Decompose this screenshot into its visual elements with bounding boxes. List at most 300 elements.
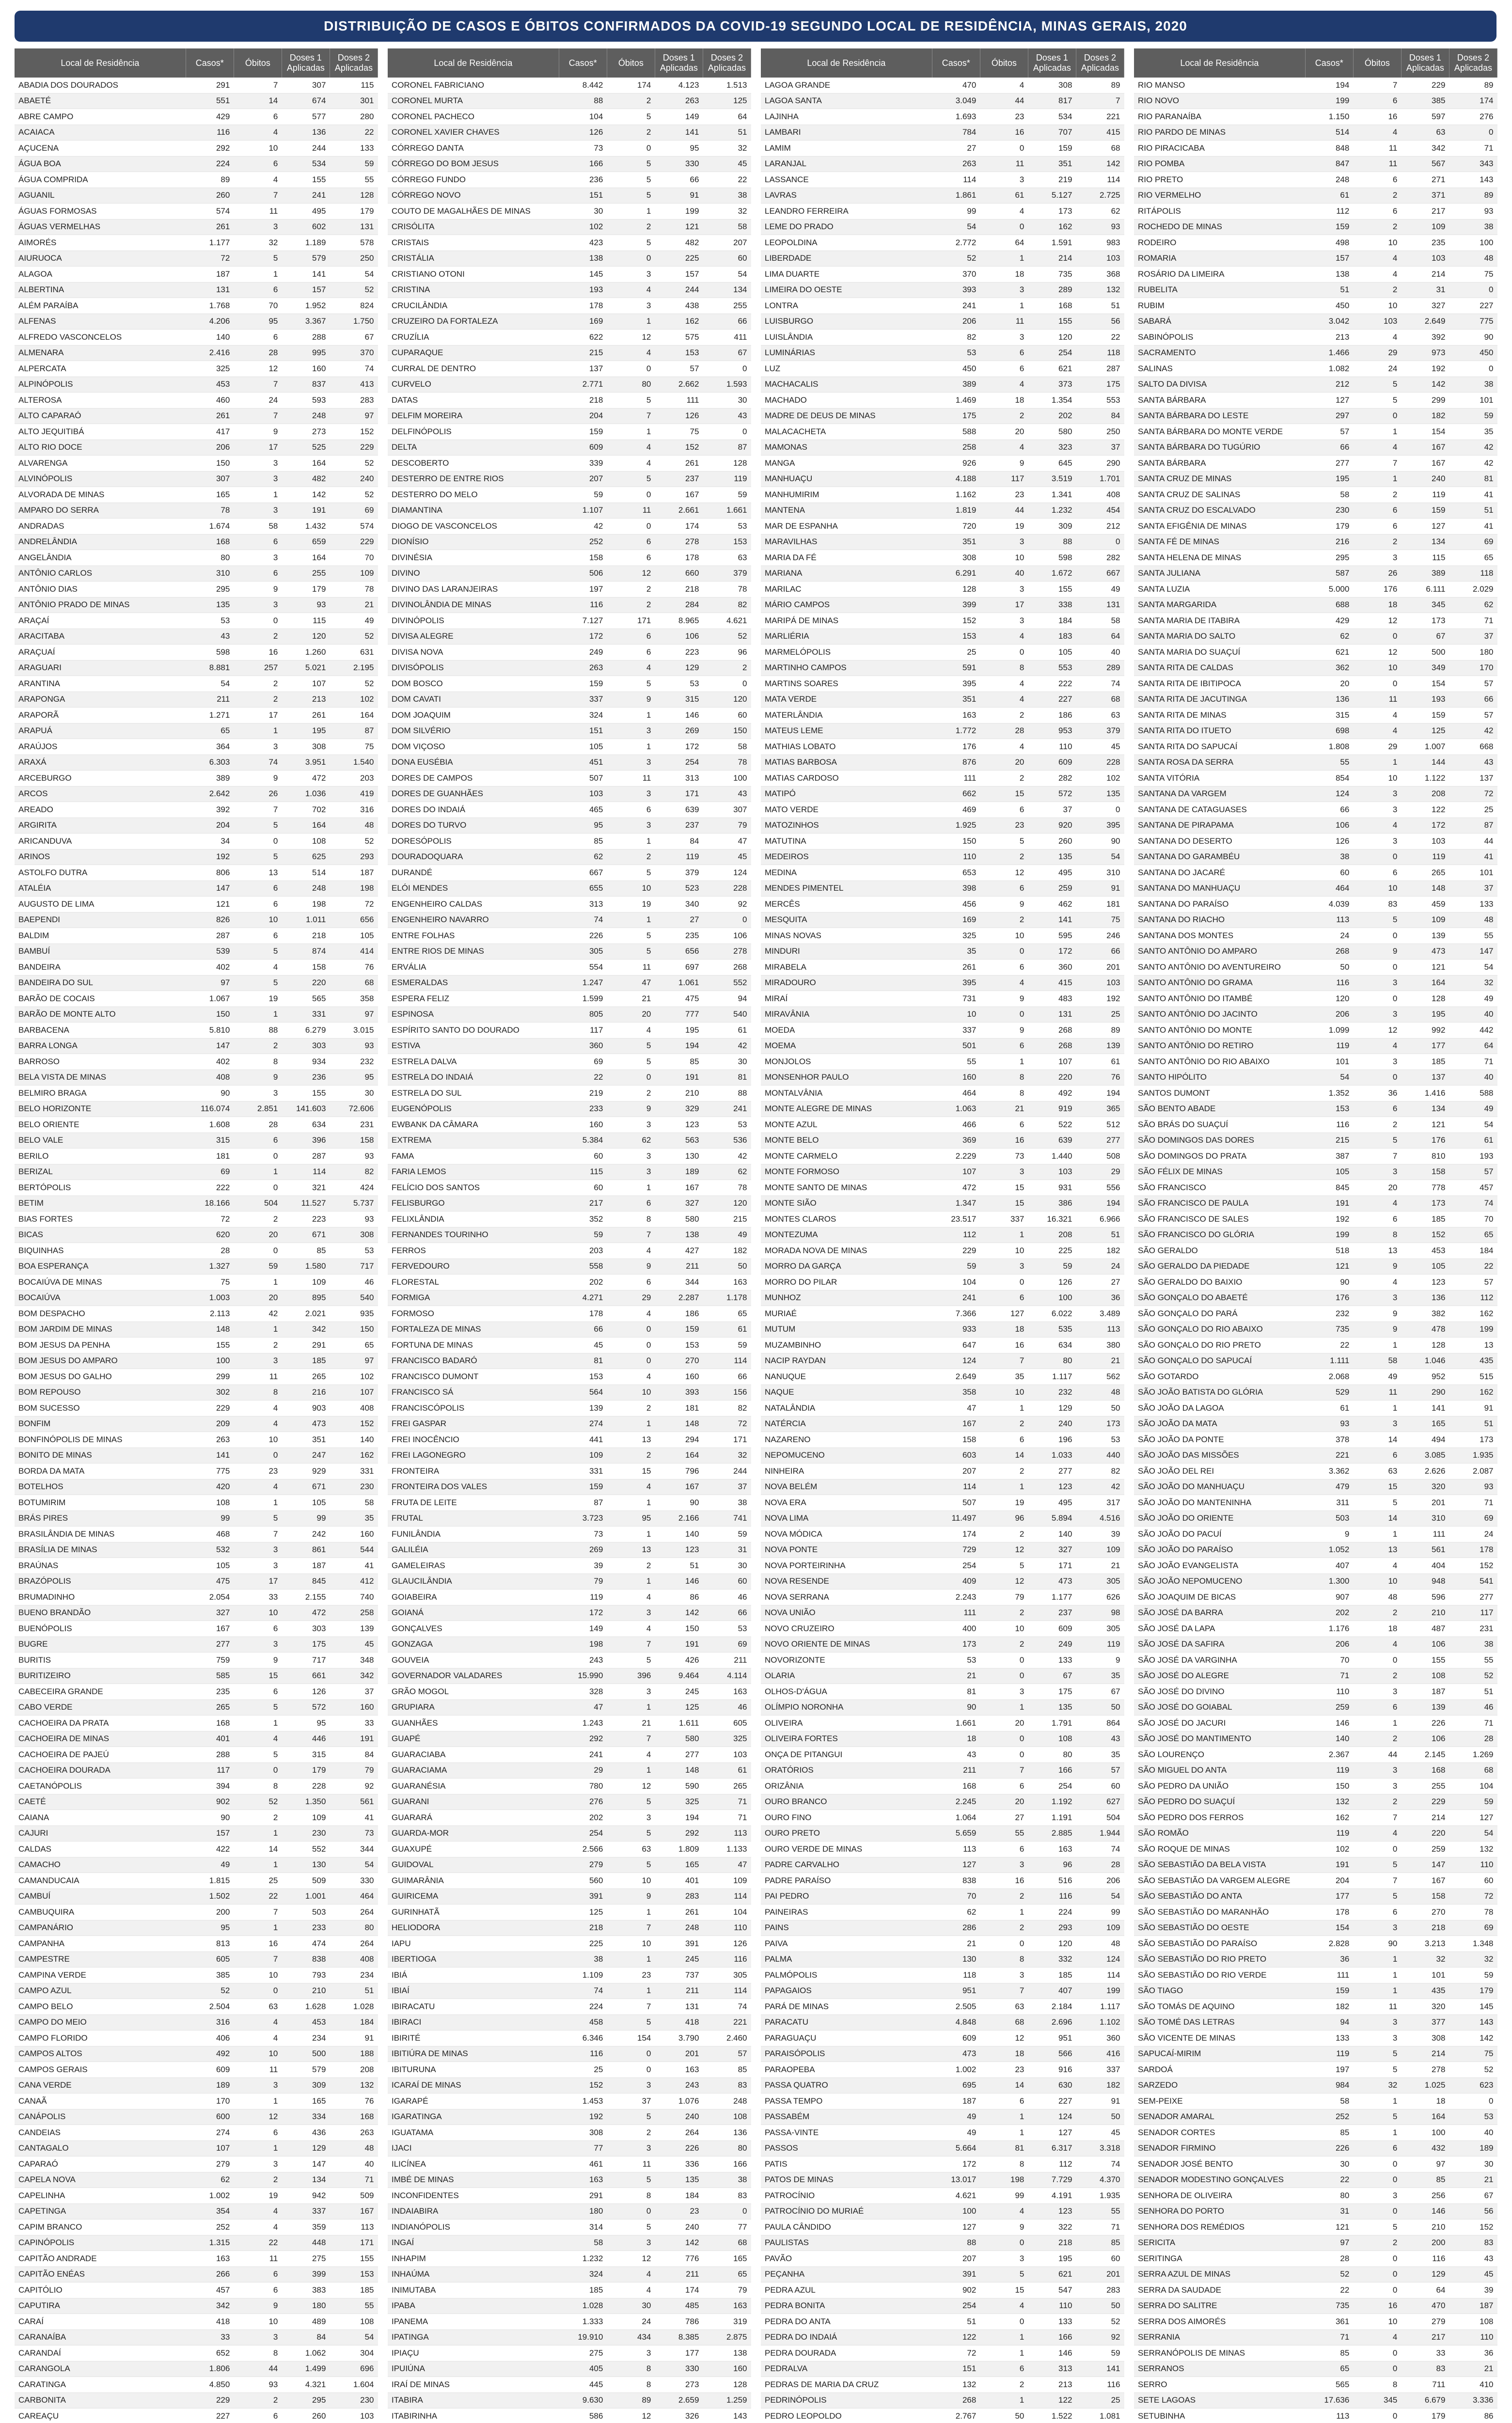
table-row [15, 1573, 378, 1589]
cell-doses2: 53 [1076, 1432, 1124, 1448]
cell-doses2: 25 [1076, 2392, 1124, 2408]
table-row [15, 1054, 378, 1070]
cell-obitos: 16 [1353, 109, 1401, 125]
cell-doses1: 67 [1028, 1668, 1076, 1684]
cell-casos: 59 [559, 487, 607, 503]
cell-doses2: 626 [1076, 1589, 1124, 1605]
cell-casos: 354 [186, 2203, 234, 2219]
cell-doses1: 167 [1401, 456, 1449, 472]
cell-obitos: 3 [1353, 1054, 1401, 1070]
cell-obitos: 6 [1353, 204, 1401, 220]
cell-casos: 177 [1305, 1888, 1353, 1904]
table-row [1134, 881, 1497, 897]
cell-doses1: 259 [1028, 881, 1076, 897]
cell-obitos: 10 [234, 2314, 282, 2330]
cell-obitos: 4 [1353, 267, 1401, 283]
cell-obitos: 6 [1353, 93, 1401, 109]
cell-doses1: 861 [282, 1542, 330, 1558]
cell-doses2: 68 [330, 975, 378, 991]
cell-doses1: 326 [655, 2408, 703, 2423]
cell-obitos: 13 [607, 1542, 655, 1558]
cell-doses1: 334 [282, 2109, 330, 2125]
cell-obitos: 0 [1353, 1070, 1401, 1086]
cell-doses1: 187 [1401, 1684, 1449, 1700]
header-local: Local de Residência [388, 48, 559, 78]
cell-obitos: 7 [607, 1636, 655, 1652]
table-row [15, 1731, 378, 1747]
cell-doses2: 540 [330, 1290, 378, 1306]
cell-casos: 219 [559, 1086, 607, 1101]
table-row [761, 1086, 1124, 1101]
cell-obitos: 504 [234, 1196, 282, 1212]
cell-local: CAPIM BRANCO [15, 2219, 186, 2235]
cell-obitos: 2 [1353, 2235, 1401, 2251]
cell-obitos: 9 [607, 1259, 655, 1274]
cell-doses2: 515 [1449, 1369, 1497, 1385]
table-row [388, 2109, 751, 2125]
cell-doses2: 379 [1076, 723, 1124, 739]
cell-casos: 305 [559, 944, 607, 960]
table-row [761, 188, 1124, 204]
cell-doses1: 158 [1401, 1164, 1449, 1180]
cell-doses2: 89 [1076, 78, 1124, 93]
cell-obitos: 3 [607, 1810, 655, 1826]
cell-doses2: 230 [330, 1479, 378, 1495]
cell-doses2: 48 [330, 2140, 378, 2156]
table-row [388, 1999, 751, 2015]
cell-doses2: 120 [703, 1196, 751, 1212]
cell-doses1: 260 [282, 2408, 330, 2423]
cell-obitos: 4 [607, 282, 655, 298]
table-row [388, 692, 751, 708]
cell-casos: 417 [186, 424, 234, 440]
data-table-4 [1134, 48, 1497, 2423]
cell-doses1: 116 [1028, 1888, 1076, 1904]
table-row [761, 125, 1124, 141]
cell-casos: 315 [1305, 708, 1353, 724]
table-row [388, 1510, 751, 1526]
cell-doses1: 210 [282, 1983, 330, 1999]
cell-local: SANTANA DO GARAMBÉU [1134, 849, 1305, 865]
table-row [1134, 960, 1497, 975]
cell-doses1: 1.350 [282, 1794, 330, 1810]
cell-doses1: 609 [1028, 755, 1076, 771]
cell-doses2: 2.195 [330, 660, 378, 676]
cell-obitos: 10 [607, 1936, 655, 1952]
cell-obitos: 89 [607, 2392, 655, 2408]
cell-doses2: 504 [1076, 1810, 1124, 1826]
cell-obitos: 2 [234, 1810, 282, 1826]
cell-doses2: 536 [703, 1133, 751, 1149]
cell-obitos: 9 [234, 424, 282, 440]
cell-casos: 310 [186, 566, 234, 582]
cell-casos: 107 [186, 2140, 234, 2156]
cell-casos: 138 [559, 251, 607, 267]
cell-obitos: 6 [1353, 1448, 1401, 1463]
cell-doses1: 33 [1401, 2345, 1449, 2361]
cell-doses2: 29 [1076, 1164, 1124, 1180]
cell-doses1: 163 [1028, 1841, 1076, 1857]
cell-casos: 148 [186, 1322, 234, 1337]
cell-casos: 1.861 [932, 188, 980, 204]
table-row [15, 188, 378, 204]
cell-obitos: 28 [234, 345, 282, 361]
cell-casos: 160 [559, 1117, 607, 1133]
table-row [15, 109, 378, 125]
table-row [15, 314, 378, 330]
cell-obitos: 10 [980, 928, 1028, 944]
table-row [761, 1306, 1124, 1322]
cell-doses2: 54 [330, 267, 378, 283]
cell-obitos: 3 [980, 2251, 1028, 2267]
cell-obitos: 5 [234, 1510, 282, 1526]
cell-obitos: 0 [607, 2203, 655, 2219]
cell-obitos: 4 [234, 960, 282, 975]
cell-casos: 292 [186, 141, 234, 157]
cell-casos: 136 [1305, 692, 1353, 708]
cell-obitos: 23 [980, 2062, 1028, 2078]
cell-doses2: 37 [330, 1684, 378, 1700]
cell-obitos: 1 [234, 487, 282, 503]
cell-doses1: 255 [282, 566, 330, 582]
cell-local: GUIMARÂNIA [388, 1873, 559, 1889]
cell-doses2: 277 [1449, 1589, 1497, 1605]
table-row [761, 1274, 1124, 1290]
cell-obitos: 4 [607, 1479, 655, 1495]
cell-local: MATIPÓ [761, 786, 932, 802]
cell-doses2: 120 [703, 692, 751, 708]
cell-obitos: 2 [607, 597, 655, 613]
table-row [388, 503, 751, 519]
cell-obitos: 6 [234, 1684, 282, 1700]
cell-obitos: 2 [980, 2377, 1028, 2393]
cell-doses1: 223 [655, 645, 703, 661]
cell-obitos: 15 [607, 1463, 655, 1479]
table-row [388, 881, 751, 897]
cell-doses2: 25 [1076, 1007, 1124, 1023]
cell-doses2: 52 [703, 629, 751, 645]
cell-doses2: 78 [703, 755, 751, 771]
cell-local: SANTA LUZIA [1134, 582, 1305, 598]
cell-obitos: 81 [980, 2140, 1028, 2156]
cell-obitos: 3 [1353, 1920, 1401, 1936]
cell-doses1: 383 [282, 2282, 330, 2298]
cell-doses1: 179 [282, 582, 330, 598]
cell-obitos: 3 [980, 534, 1028, 550]
cell-doses1: 1.672 [1028, 566, 1076, 582]
cell-doses1: 227 [1028, 2093, 1076, 2109]
cell-doses2: 395 [1076, 818, 1124, 834]
cell-local: SÃO ROQUE DE MINAS [1134, 1841, 1305, 1857]
cell-doses2: 67 [1076, 1684, 1124, 1700]
cell-obitos: 14 [234, 1841, 282, 1857]
cell-doses2: 51 [1076, 298, 1124, 314]
cell-doses1: 176 [1401, 1133, 1449, 1149]
cell-local: MIRABELA [761, 960, 932, 975]
cell-obitos: 6 [234, 2408, 282, 2423]
cell-casos: 395 [932, 676, 980, 692]
cell-casos: 1.099 [1305, 1023, 1353, 1038]
cell-casos: 361 [1305, 2314, 1353, 2330]
cell-casos: 24 [1305, 928, 1353, 944]
cell-casos: 458 [559, 2014, 607, 2030]
cell-doses1: 229 [1401, 1794, 1449, 1810]
cell-doses2: 83 [703, 2077, 751, 2093]
cell-doses1: 674 [282, 93, 330, 109]
cell-doses2: 97 [330, 1007, 378, 1023]
cell-doses2: 229 [330, 440, 378, 456]
table-row [1134, 2345, 1497, 2361]
cell-casos: 475 [186, 1573, 234, 1589]
cell-local: CAPITÓLIO [15, 2282, 186, 2298]
cell-obitos: 9 [980, 1023, 1028, 1038]
table-row [1134, 440, 1497, 456]
cell-doses1: 191 [655, 1636, 703, 1652]
cell-casos: 55 [1305, 755, 1353, 771]
cell-doses2: 93 [330, 1212, 378, 1227]
cell-casos: 279 [186, 2156, 234, 2172]
cell-casos: 165 [186, 487, 234, 503]
cell-obitos: 1 [234, 1274, 282, 1290]
cell-local: ANGELÂNDIA [15, 550, 186, 566]
cell-casos: 907 [1305, 1589, 1353, 1605]
cell-doses2: 4.370 [1076, 2172, 1124, 2188]
table-row [388, 1731, 751, 1747]
cell-casos: 152 [559, 2077, 607, 2093]
cell-local: RIO VERMELHO [1134, 188, 1305, 204]
table-row [388, 1684, 751, 1700]
cell-doses1: 330 [655, 156, 703, 172]
cell-doses2: 57 [1449, 676, 1497, 692]
table-row [15, 1747, 378, 1763]
cell-obitos: 7 [980, 1353, 1028, 1369]
table-row [15, 2093, 378, 2109]
table-row [388, 1353, 751, 1369]
cell-doses1: 261 [655, 456, 703, 472]
cell-casos: 151 [559, 188, 607, 204]
cell-doses1: 146 [655, 1573, 703, 1589]
cell-local: SÃO SEBASTIÃO DO RIO PRETO [1134, 1951, 1305, 1967]
cell-casos: 299 [186, 1369, 234, 1385]
cell-obitos: 23 [980, 109, 1028, 125]
cell-doses1: 109 [282, 1810, 330, 1826]
table-row [388, 1054, 751, 1070]
cell-doses2: 50 [1076, 2109, 1124, 2125]
cell-local: OLIVEIRA [761, 1715, 932, 1731]
cell-casos: 75 [186, 1274, 234, 1290]
cell-casos: 172 [932, 2156, 980, 2172]
cell-doses2: 163 [703, 2298, 751, 2314]
table-row [1134, 1369, 1497, 1385]
cell-casos: 112 [932, 1227, 980, 1243]
table-row [388, 1400, 751, 1416]
cell-casos: 121 [1305, 2219, 1353, 2235]
cell-local: GUIDOVAL [388, 1857, 559, 1873]
cell-casos: 19.910 [559, 2329, 607, 2345]
cell-doses1: 327 [1401, 298, 1449, 314]
cell-local: SERRANÓPOLIS DE MINAS [1134, 2345, 1305, 2361]
cell-local: MARIANA [761, 566, 932, 582]
cell-doses1: 85 [655, 1054, 703, 1070]
cell-casos: 126 [559, 125, 607, 141]
cell-doses1: 436 [282, 2125, 330, 2141]
cell-obitos: 5 [607, 2014, 655, 2030]
cell-doses1: 155 [1401, 1652, 1449, 1668]
table-row [388, 2266, 751, 2282]
cell-casos: 926 [932, 456, 980, 472]
table-row [1134, 1274, 1497, 1290]
cell-local: SÃO TIAGO [1134, 1983, 1305, 1999]
cell-doses1: 186 [1028, 708, 1076, 724]
cell-casos: 1.063 [932, 1101, 980, 1117]
table-row [388, 1243, 751, 1259]
cell-doses1: 292 [655, 1825, 703, 1841]
cell-casos: 735 [1305, 1322, 1353, 1337]
cell-doses1: 2.184 [1028, 1999, 1076, 2015]
cell-local: SERICITA [1134, 2235, 1305, 2251]
cell-doses2: 54 [330, 1857, 378, 1873]
cell-doses2: 71 [703, 1794, 751, 1810]
cell-local: ITABIRA [388, 2392, 559, 2408]
cell-doses1: 172 [1028, 944, 1076, 960]
cell-doses2: 72 [703, 1416, 751, 1432]
cell-obitos: 8 [980, 2156, 1028, 2172]
cell-local: INCONFIDENTES [388, 2188, 559, 2204]
cell-local: ENTRE FOLHAS [388, 928, 559, 944]
cell-obitos: 12 [234, 2109, 282, 2125]
cell-obitos: 17 [980, 597, 1028, 613]
cell-casos: 153 [1305, 1101, 1353, 1117]
cell-doses2: 57 [703, 2046, 751, 2062]
cell-doses2: 41 [330, 1558, 378, 1574]
cell-doses1: 122 [1028, 2392, 1076, 2408]
cell-obitos: 11 [1353, 1385, 1401, 1400]
cell-obitos: 3 [607, 818, 655, 834]
cell-local: IBIRACATU [388, 1999, 559, 2015]
cell-doses2: 55 [330, 2298, 378, 2314]
cell-obitos: 10 [234, 141, 282, 157]
cell-doses2: 304 [330, 2345, 378, 2361]
table-row [388, 1259, 751, 1274]
cell-local: SANTA ROSA DA SERRA [1134, 755, 1305, 771]
cell-obitos: 28 [234, 1117, 282, 1133]
cell-doses2: 69 [1449, 534, 1497, 550]
cell-doses2: 71 [1449, 1495, 1497, 1511]
cell-doses1: 155 [1028, 314, 1076, 330]
table-row [15, 1196, 378, 1212]
cell-obitos: 1 [607, 1762, 655, 1778]
cell-doses1: 200 [1401, 2235, 1449, 2251]
cell-doses2: 305 [1076, 1573, 1124, 1589]
cell-doses1: 6.111 [1401, 582, 1449, 598]
cell-doses1: 227 [1028, 692, 1076, 708]
cell-doses2: 67 [703, 345, 751, 361]
cell-local: ONÇA DE PITANGUI [761, 1747, 932, 1763]
cell-obitos: 4 [234, 125, 282, 141]
cell-local: DIVISA NOVA [388, 645, 559, 661]
cell-doses2: 74 [1076, 2156, 1124, 2172]
cell-local: MONJOLOS [761, 1054, 932, 1070]
table-row [15, 1589, 378, 1605]
cell-doses2: 100 [703, 771, 751, 787]
table-row [388, 1133, 751, 1149]
cell-local: SABARÁ [1134, 314, 1305, 330]
cell-doses1: 247 [282, 1448, 330, 1463]
cell-doses2: 1.935 [1449, 1448, 1497, 1463]
cell-doses1: 487 [1401, 1621, 1449, 1637]
cell-doses2: 78 [330, 582, 378, 598]
cell-casos: 197 [1305, 2062, 1353, 2078]
cell-doses2: 170 [1449, 660, 1497, 676]
table-row [1134, 1070, 1497, 1086]
cell-local: LEANDRO FERREIRA [761, 204, 932, 220]
cell-doses1: 389 [1401, 566, 1449, 582]
cell-local: SANTANA DO DESERTO [1134, 834, 1305, 850]
cell-doses2: 52 [330, 676, 378, 692]
table-row [388, 1558, 751, 1574]
cell-casos: 42 [559, 519, 607, 535]
cell-obitos: 14 [980, 1448, 1028, 1463]
cell-doses2: 124 [1076, 1951, 1124, 1967]
cell-casos: 667 [559, 865, 607, 881]
cell-obitos: 2 [607, 1400, 655, 1416]
table-row [761, 2408, 1124, 2423]
cell-obitos: 2.851 [234, 1101, 282, 1117]
cell-casos: 269 [559, 1542, 607, 1558]
cell-doses2: 58 [703, 739, 751, 755]
cell-casos: 69 [186, 1164, 234, 1180]
cell-obitos: 1 [980, 2392, 1028, 2408]
cell-doses2: 1.133 [703, 1841, 751, 1857]
cell-local: SÃO GONÇALO DO ABAETÉ [1134, 1290, 1305, 1306]
cell-doses1: 119 [655, 849, 703, 865]
cell-doses2: 27 [1076, 1274, 1124, 1290]
table-row [15, 267, 378, 283]
cell-doses1: 108 [1401, 1668, 1449, 1684]
cell-doses1: 180 [282, 2298, 330, 2314]
cell-local: MATIAS CARDOSO [761, 771, 932, 787]
cell-doses1: 248 [282, 881, 330, 897]
cell-casos: 3.042 [1305, 314, 1353, 330]
cell-casos: 1.177 [186, 235, 234, 251]
cell-casos: 204 [559, 408, 607, 424]
cell-local: CALDAS [15, 1841, 186, 1857]
cell-doses1: 185 [1401, 1212, 1449, 1227]
cell-casos: 609 [186, 2062, 234, 2078]
cell-casos: 115 [559, 1164, 607, 1180]
table-row [761, 1180, 1124, 1196]
table-row [1134, 2077, 1497, 2093]
table-row [761, 2203, 1124, 2219]
cell-casos: 394 [186, 1778, 234, 1794]
cell-doses1: 139 [1401, 928, 1449, 944]
cell-casos: 62 [186, 2172, 234, 2188]
cell-doses2: 6.966 [1076, 1212, 1124, 1227]
cell-local: NINHEIRA [761, 1463, 932, 1479]
table-row [761, 1558, 1124, 1574]
cell-doses1: 596 [1401, 1589, 1449, 1605]
table-row [1134, 298, 1497, 314]
cell-local: CACHOEIRA DOURADA [15, 1762, 186, 1778]
cell-local: SÃO TOMÉ DAS LETRAS [1134, 2014, 1305, 2030]
cell-obitos: 26 [234, 786, 282, 802]
cell-doses1: 237 [655, 818, 703, 834]
cell-doses1: 579 [282, 2062, 330, 2078]
cell-doses1: 2.155 [282, 1589, 330, 1605]
cell-obitos: 4 [234, 2203, 282, 2219]
cell-local: NOVA UNIÃO [761, 1605, 932, 1621]
cell-obitos: 8 [980, 1951, 1028, 1967]
